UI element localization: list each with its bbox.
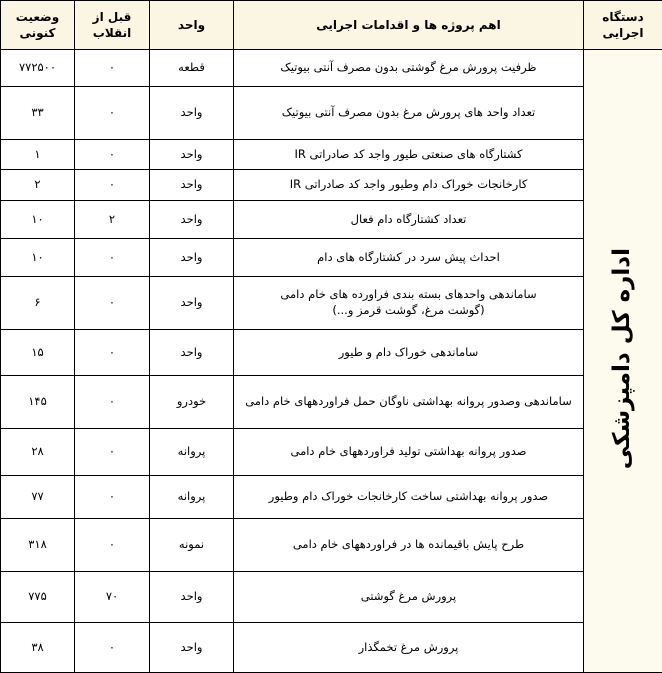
project-cell: ساماندهی واحدهای بسته بندی فراورده های خام دامی (گوشت مرغ، گوشت قرمز و...) <box>234 277 584 330</box>
current-cell: ۲۸ <box>1 429 75 476</box>
before-cell: ۰ <box>75 50 150 87</box>
agency-cell <box>584 50 662 673</box>
unit-cell: قطعه <box>150 50 234 87</box>
table-row <box>1 239 662 277</box>
header-projects: اهم پروژه ها و اقدامات اجرایی <box>234 1 584 50</box>
table-row <box>1 476 662 519</box>
project-cell: طرح پایش باقیمانده ها در فراوردههای خام دامی <box>234 519 584 572</box>
table-row <box>1 376 662 429</box>
before-cell: ۰ <box>75 140 150 170</box>
table-row <box>1 170 662 201</box>
before-cell: ۰ <box>75 277 150 330</box>
current-cell: ۷۷ <box>1 476 75 519</box>
current-cell: ۳۱۸ <box>1 519 75 572</box>
project-cell: صدور پروانه بهداشتی تولید فراوردههای خام دامی <box>234 429 584 476</box>
agency-name: اداره کل دامپزشکی <box>607 248 638 469</box>
unit-cell: واحد <box>150 239 234 277</box>
current-cell: ۶ <box>1 277 75 330</box>
before-cell: ۰ <box>75 239 150 277</box>
table-row <box>1 519 662 572</box>
table-row <box>1 201 662 239</box>
current-cell: ۱۴۵ <box>1 376 75 429</box>
table-row <box>1 50 662 87</box>
project-cell: ساماندهی وصدور پروانه بهداشتی ناوگان حمل فراوردههای خام دامی <box>234 376 584 429</box>
unit-cell: واحد <box>150 201 234 239</box>
header-unit: واحد <box>150 1 234 50</box>
project-cell: کشتارگاه های صنعتی طیور واجد کد صادراتی IR <box>234 140 584 170</box>
current-cell: ۷۷۵ <box>1 572 75 623</box>
before-cell: ۰ <box>75 87 150 140</box>
unit-cell: واحد <box>150 277 234 330</box>
current-cell: ۱ <box>1 140 75 170</box>
unit-cell: نمونه <box>150 519 234 572</box>
current-cell: ۲ <box>1 170 75 201</box>
table-row <box>1 623 662 673</box>
project-cell: پرورش مرغ تخمگذار <box>234 623 584 673</box>
unit-cell: پروانه <box>150 476 234 519</box>
project-cell: تعداد واحد های پرورش مرغ بدون مصرف آنتی بیوتیک <box>234 87 584 140</box>
before-cell: ۰ <box>75 519 150 572</box>
current-cell: ۱۰ <box>1 239 75 277</box>
table-row <box>1 140 662 170</box>
before-cell: ۲ <box>75 201 150 239</box>
table-row <box>1 277 662 330</box>
table-row <box>1 87 662 140</box>
header-row <box>1 1 662 50</box>
table-row <box>1 429 662 476</box>
before-cell: ۰ <box>75 330 150 376</box>
current-cell: ۳۳ <box>1 87 75 140</box>
before-cell: ۰ <box>75 623 150 673</box>
unit-cell: واحد <box>150 170 234 201</box>
project-cell: تعداد کشتارگاه دام فعال <box>234 201 584 239</box>
current-cell: ۱۵ <box>1 330 75 376</box>
current-cell: ۱۰ <box>1 201 75 239</box>
unit-cell: واحد <box>150 572 234 623</box>
before-cell: ۷۰ <box>75 572 150 623</box>
unit-cell: پروانه <box>150 429 234 476</box>
project-cell: احداث پیش سرد در کشتارگاه های دام <box>234 239 584 277</box>
header-before-revolution: قبل از انقلاب <box>75 1 150 50</box>
project-cell: پرورش مرغ گوشتی <box>234 572 584 623</box>
header-agency: دستگاه اجرایی <box>584 1 662 50</box>
unit-cell: واحد <box>150 87 234 140</box>
table-body <box>1 50 662 673</box>
table-row <box>1 330 662 376</box>
header-current-status: وضعیت کنونی <box>1 1 75 50</box>
unit-cell: واحد <box>150 140 234 170</box>
before-cell: ۰ <box>75 429 150 476</box>
before-cell: ۰ <box>75 376 150 429</box>
project-cell: ظرفیت پرورش مرغ گوشتی بدون مصرف آنتی بیوتیک <box>234 50 584 87</box>
unit-cell: واحد <box>150 330 234 376</box>
before-cell: ۰ <box>75 170 150 201</box>
unit-cell: واحد <box>150 623 234 673</box>
before-cell: ۰ <box>75 476 150 519</box>
project-cell: کارخانجات خوراک دام وطیور واجد کد صادراتی IR <box>234 170 584 201</box>
table-row <box>1 572 662 623</box>
current-cell: ۷۷۲۵۰۰ <box>1 50 75 87</box>
project-cell: صدور پروانه بهداشتی ساخت کارخانجات خوراک دام وطیور <box>234 476 584 519</box>
project-cell: ساماندهی خوراک دام و طیور <box>234 330 584 376</box>
current-cell: ۳۸ <box>1 623 75 673</box>
unit-cell: خودرو <box>150 376 234 429</box>
